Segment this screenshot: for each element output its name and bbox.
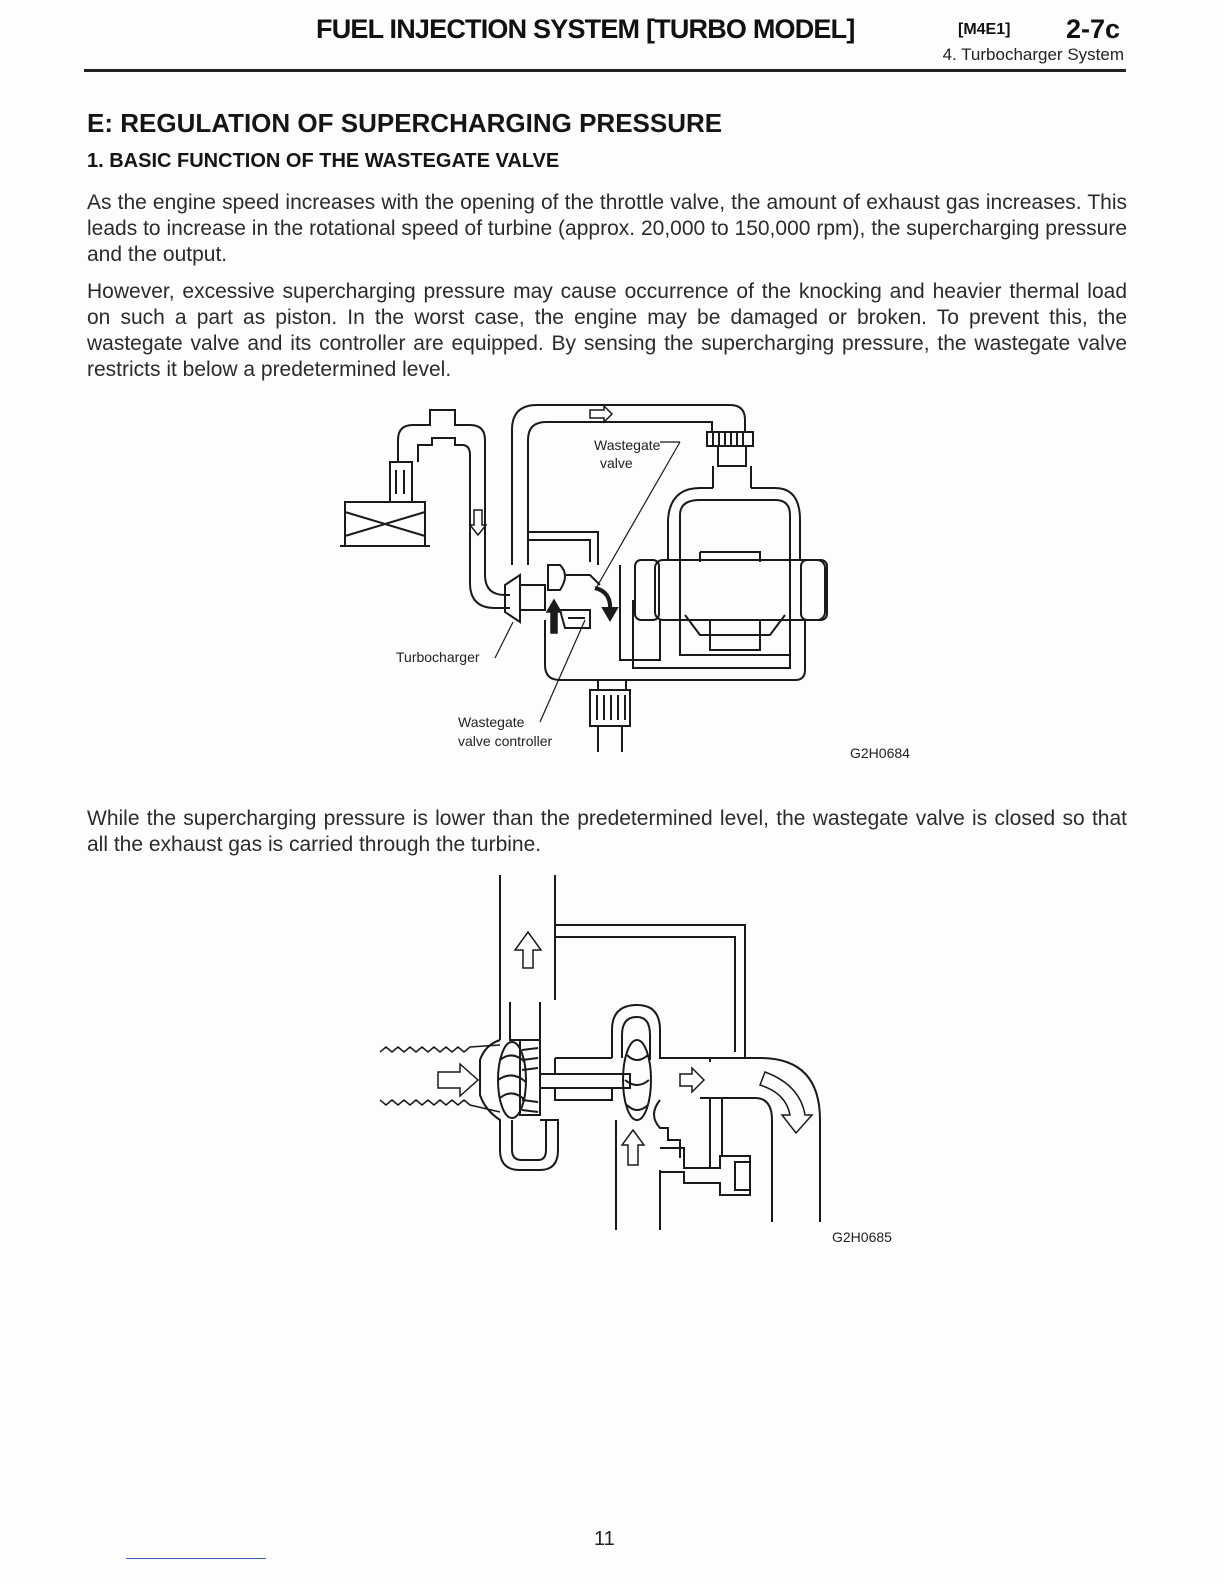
header-subtitle: 4. Turbocharger System [942,45,1124,64]
turbine-wheel [623,1040,651,1120]
turbo-shaft [540,1074,630,1088]
section-subtitle: 1. BASIC FUNCTION OF THE WASTEGATE VALVE [87,150,560,172]
label-wastegate-controller: Wastegate [458,714,525,730]
header-code: [M4E1] [958,21,1011,38]
paragraph-1: As the engine speed increases with the opening of the throttle valve, the amount of exhaust gas increases. This leads to increase in the rotational speed of turbine (approx. 20,000 to 150,000 rpm), the supercharging pressure and the output. [87,191,1127,266]
paragraph-3: While the supercharging pressure is lower than the predetermined level, the wastegate valve is closed so that all the exhaust gas is carried through the turbine. [87,807,1127,856]
header-title: FUEL INJECTION SYSTEM [TURBO MODEL] [316,14,855,44]
label-wastegate-valve-2: valve [600,455,633,471]
header-page-ref: 2-7c [1066,14,1121,44]
label-wastegate-controller-2: valve controller [458,733,553,749]
page-number: 11 [594,1528,615,1550]
footer-line [126,1558,266,1559]
label-turbocharger: Turbocharger [396,649,480,665]
section-title: E: REGULATION OF SUPERCHARGING PRESSURE [87,108,723,138]
figure1-code: G2H0684 [850,745,910,761]
label-wastegate-valve: Wastegate [594,437,661,453]
figure2-code: G2H0685 [832,1229,892,1245]
paragraph-2: However, excessive supercharging pressure may cause occurrence of the knocking and heavier thermal load on such a part as piston. In the worst case, the engine may be damaged or broken. To prevent this, the wastegate valve and its controller are equipped. By sensing the supercharging pressure, the wastegate valve restricts it below a predetermined level. [87,280,1127,381]
